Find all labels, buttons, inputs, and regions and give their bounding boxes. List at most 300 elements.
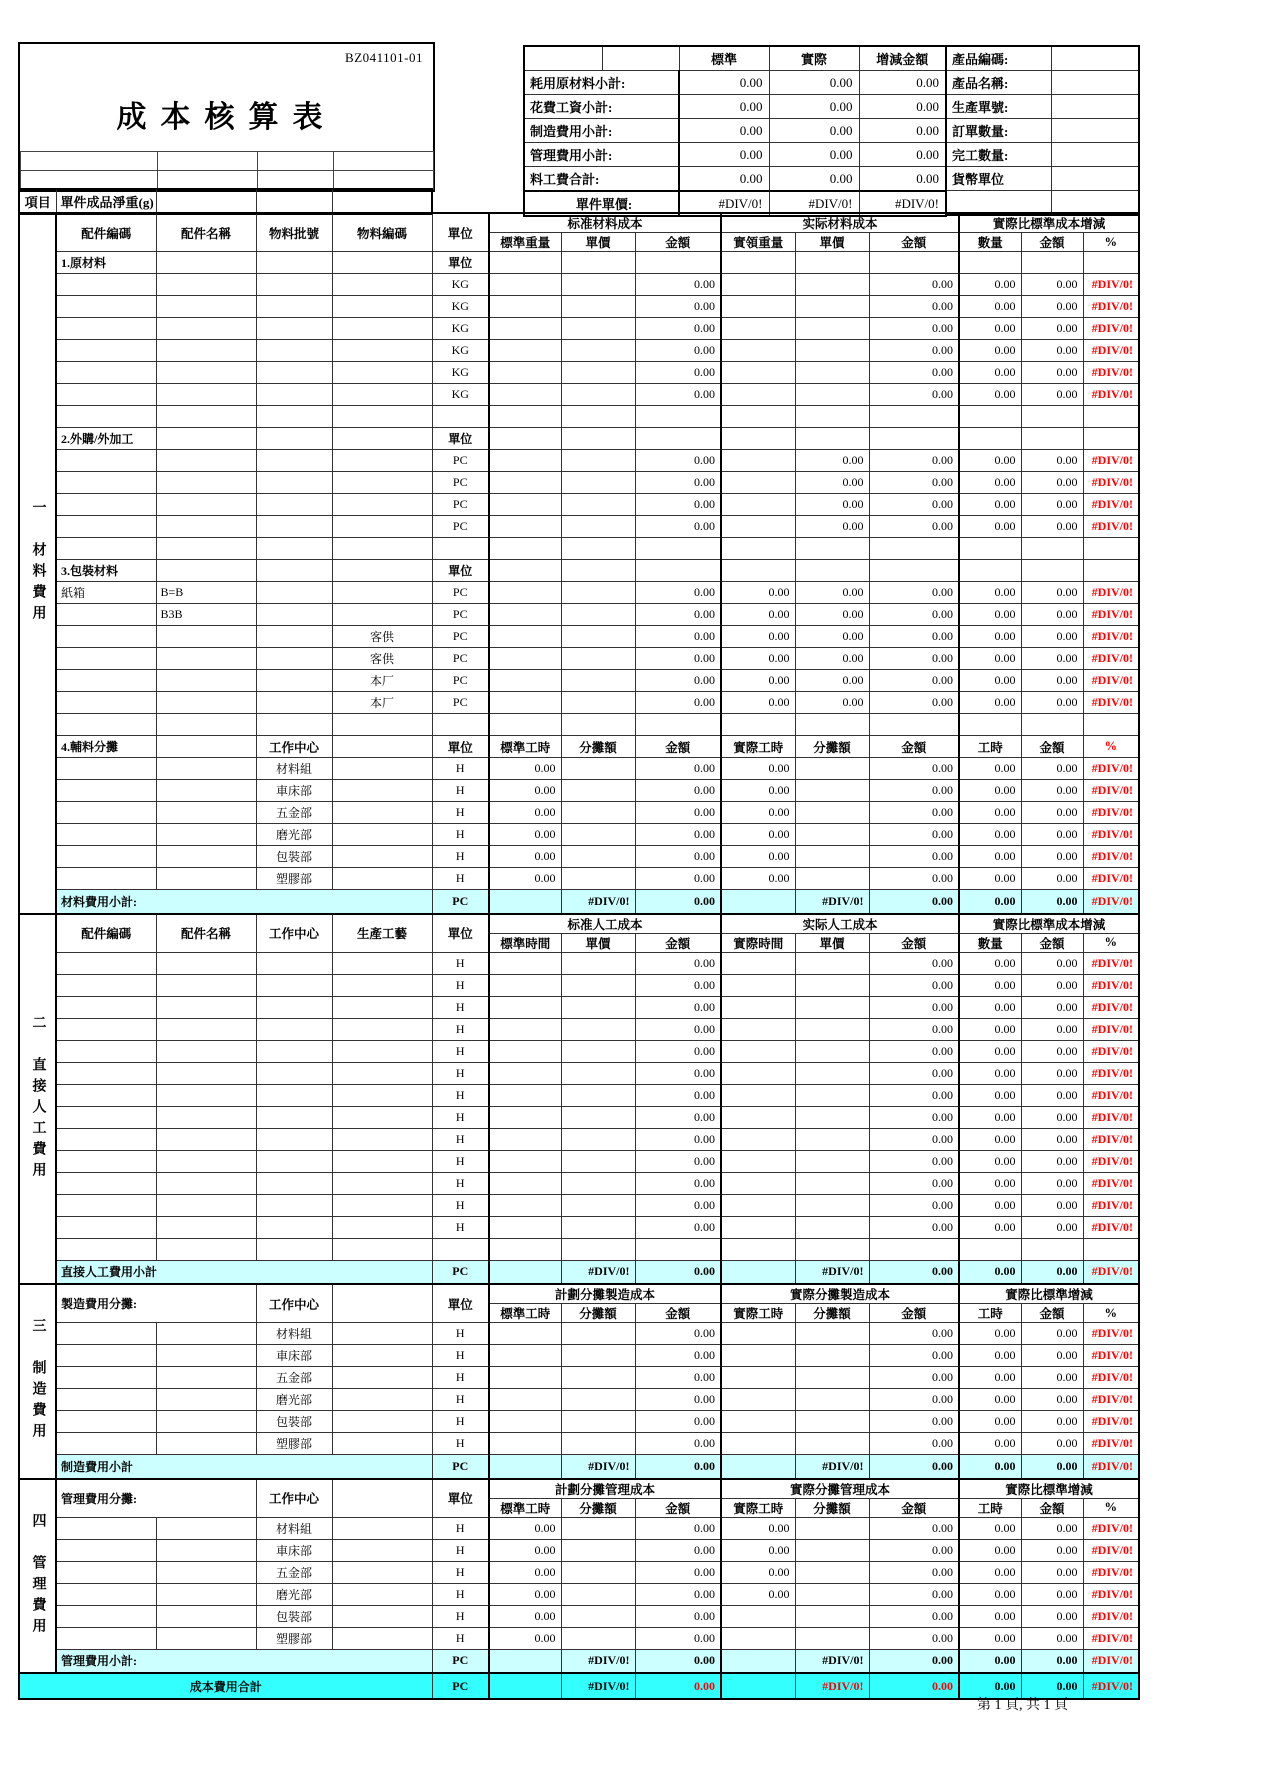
cell: [332, 450, 432, 472]
cell: 0.00: [869, 780, 959, 802]
doc-code: BZ041101-01: [345, 50, 423, 65]
cell: [256, 996, 332, 1018]
cell: [489, 670, 561, 692]
column-header-cell: 單價: [561, 233, 635, 252]
cell: [721, 1649, 795, 1673]
column-header-cell: 金額: [1021, 233, 1083, 252]
column-header-cell: %: [1083, 933, 1139, 952]
cell: H: [432, 1433, 489, 1455]
cell: 0.00: [635, 890, 721, 914]
cell: 0.00: [959, 758, 1021, 780]
cell: [56, 384, 156, 406]
cell: 0.00: [635, 362, 721, 384]
cell: 0.00: [721, 670, 795, 692]
cell: [256, 1128, 332, 1150]
cell: [156, 714, 256, 736]
cell: [721, 974, 795, 996]
column-header-cell: 生產工藝: [332, 914, 432, 953]
summary-value: 0.00: [679, 167, 769, 192]
cell: [56, 1517, 156, 1539]
cell: [489, 714, 561, 736]
column-header-cell: 工時: [959, 736, 1021, 758]
cell: [56, 846, 156, 868]
column-header-cell: 物料編碼: [332, 213, 432, 252]
cell: 0.00: [869, 1128, 959, 1150]
cell: [721, 516, 795, 538]
cell: [795, 384, 869, 406]
cell: 0.00: [869, 1539, 959, 1561]
cell: [1083, 428, 1139, 450]
cell: [256, 1062, 332, 1084]
cell: [332, 714, 432, 736]
cell: [721, 1605, 795, 1627]
cell: [561, 384, 635, 406]
cell: [332, 318, 432, 340]
cell: [332, 1040, 432, 1062]
cell: [332, 1150, 432, 1172]
cell: [256, 406, 332, 428]
cell: [489, 1194, 561, 1216]
cell: [561, 780, 635, 802]
cell: [489, 1128, 561, 1150]
cell: [156, 1539, 256, 1561]
cell: #DIV/0!: [1083, 890, 1139, 914]
column-header-cell: 配件名稱: [156, 914, 256, 953]
cell: [56, 758, 156, 780]
cell: 0.00: [1021, 1106, 1083, 1128]
cell: 0.00: [869, 670, 959, 692]
column-header-cell: 標準時間: [489, 933, 561, 952]
cell: 0.00: [1021, 1128, 1083, 1150]
cell: [561, 1128, 635, 1150]
cell: [795, 296, 869, 318]
cell: 0.00: [795, 692, 869, 714]
cell: [156, 952, 256, 974]
cell: [332, 362, 432, 384]
cell: [156, 274, 256, 296]
column-header-cell: 工作中心: [256, 1479, 332, 1518]
cell: [561, 318, 635, 340]
cell: 0.00: [869, 1367, 959, 1389]
cell: [489, 274, 561, 296]
cell: [795, 428, 869, 450]
cell: [56, 494, 156, 516]
cell: [56, 1367, 156, 1389]
cell: PC: [432, 516, 489, 538]
cell: [256, 189, 332, 214]
cell: [721, 996, 795, 1018]
cell: [561, 604, 635, 626]
cell: PC: [432, 626, 489, 648]
cell: [332, 1216, 432, 1238]
cell: [489, 1018, 561, 1040]
column-header-cell: 實際工時: [721, 1304, 795, 1323]
cell: [1021, 560, 1083, 582]
cell: 0.00: [959, 1561, 1021, 1583]
cell: [332, 1345, 432, 1367]
cell: 0.00: [869, 1150, 959, 1172]
column-header-cell: 數量: [959, 933, 1021, 952]
column-header-cell: 配件編碼: [56, 914, 156, 953]
cell: 0.00: [959, 1649, 1021, 1673]
cell: [256, 952, 332, 974]
cell: 0.00: [869, 1216, 959, 1238]
cell: [561, 824, 635, 846]
cell: 0.00: [489, 802, 561, 824]
column-header-cell: 工作中心: [256, 914, 332, 953]
cell: [561, 252, 635, 274]
cell: [721, 1040, 795, 1062]
cell: [795, 1238, 869, 1260]
cell: [332, 1411, 432, 1433]
cell: H: [432, 1216, 489, 1238]
cell: [256, 1194, 332, 1216]
cell: [721, 450, 795, 472]
cell: 0.00: [869, 1455, 959, 1479]
cell: [56, 1605, 156, 1627]
cell: [332, 1433, 432, 1455]
cell: [561, 1150, 635, 1172]
cell: #DIV/0!: [795, 1649, 869, 1673]
cell: [489, 472, 561, 494]
section-strip-label: 四 管理費用: [19, 1479, 56, 1674]
cell: #DIV/0!: [1083, 996, 1139, 1018]
cell: [721, 1389, 795, 1411]
cell: [56, 996, 156, 1018]
cell: 0.00: [1021, 1345, 1083, 1367]
cell: [432, 538, 489, 560]
cell: [721, 1128, 795, 1150]
column-header-cell: 分攤額: [795, 736, 869, 758]
cell: #DIV/0!: [1083, 450, 1139, 472]
cell: H: [432, 1367, 489, 1389]
cell: 0.00: [959, 890, 1021, 914]
summary-value: 0.00: [859, 71, 946, 95]
cell: 0.00: [959, 384, 1021, 406]
cell: 0.00: [869, 340, 959, 362]
cell: #DIV/0!: [1083, 1517, 1139, 1539]
cell: [256, 1018, 332, 1040]
subtotal-label: 直接人工費用小計: [56, 1260, 432, 1284]
column-header-cell: 金額: [1021, 933, 1083, 952]
cell: [561, 1411, 635, 1433]
cell: 0.00: [869, 1411, 959, 1433]
cell: [56, 296, 156, 318]
cell: 0.00: [635, 1389, 721, 1411]
cell: [332, 1389, 432, 1411]
cell: [721, 252, 795, 274]
summary-value: 0.00: [679, 143, 769, 167]
cell: [56, 1539, 156, 1561]
cell: PC: [432, 1260, 489, 1284]
cell: H: [432, 1627, 489, 1649]
cell: 0.00: [795, 582, 869, 604]
cell: 紙箱: [56, 582, 156, 604]
cell: KG: [432, 274, 489, 296]
cell: 0.00: [1021, 1150, 1083, 1172]
cell: #DIV/0!: [1083, 582, 1139, 604]
cell: [332, 560, 432, 582]
cell: #DIV/0!: [1083, 1216, 1139, 1238]
cell: [561, 1517, 635, 1539]
cell: [332, 296, 432, 318]
cell: 0.00: [869, 1649, 959, 1673]
cell: [256, 472, 332, 494]
cell: [489, 1238, 561, 1260]
cell: KG: [432, 318, 489, 340]
cell: [332, 1238, 432, 1260]
cell: [561, 1605, 635, 1627]
cell: [256, 296, 332, 318]
cell: #DIV/0!: [1083, 472, 1139, 494]
cell: [156, 802, 256, 824]
column-header-cell: 單價: [795, 233, 869, 252]
cell: [156, 362, 256, 384]
cell: 0.00: [869, 1062, 959, 1084]
cell: #DIV/0!: [1083, 802, 1139, 824]
cell: 0.00: [869, 1673, 959, 1699]
cell: 0.00: [1021, 952, 1083, 974]
cell: 0.00: [721, 648, 795, 670]
unit-price-label: 單件單價:: [524, 191, 679, 216]
cell: 0.00: [1021, 1172, 1083, 1194]
cell: [156, 1150, 256, 1172]
cell: [156, 670, 256, 692]
cell: [156, 1561, 256, 1583]
unit-price-value: #DIV/0!: [859, 191, 946, 216]
cell: 0.00: [1021, 780, 1083, 802]
cell: #DIV/0!: [1083, 780, 1139, 802]
summary-value: 0.00: [679, 71, 769, 95]
cell: 0.00: [1021, 1084, 1083, 1106]
cell: [561, 472, 635, 494]
cell: [156, 1345, 256, 1367]
cell: 0.00: [959, 1084, 1021, 1106]
cell: H: [432, 974, 489, 996]
cell: [332, 802, 432, 824]
cell: [156, 1062, 256, 1084]
cell: [561, 560, 635, 582]
cell: [332, 384, 432, 406]
cell: H: [432, 1539, 489, 1561]
cell: [432, 1238, 489, 1260]
cell: [56, 1561, 156, 1583]
cell: H: [432, 1018, 489, 1040]
cell: [489, 384, 561, 406]
cell: [332, 582, 432, 604]
cell: 0.00: [635, 516, 721, 538]
cell: [561, 648, 635, 670]
cell: [332, 516, 432, 538]
cell: [489, 582, 561, 604]
summary-row-label: 料工費合計:: [524, 167, 679, 192]
cell: [489, 318, 561, 340]
cell: 0.00: [635, 1411, 721, 1433]
cell: [21, 152, 158, 171]
cell: [56, 692, 156, 714]
cell: 0.00: [959, 1216, 1021, 1238]
cell: [332, 1128, 432, 1150]
cell: [332, 996, 432, 1018]
cell: H: [432, 996, 489, 1018]
cell: 0.00: [1021, 274, 1083, 296]
cell: 0.00: [959, 1150, 1021, 1172]
cell: [156, 1411, 256, 1433]
column-header-cell: 金額: [869, 933, 959, 952]
cell: [795, 1040, 869, 1062]
cell: #DIV/0!: [1083, 340, 1139, 362]
cell: [332, 1106, 432, 1128]
cell: [561, 494, 635, 516]
cell: [869, 560, 959, 582]
cell: [795, 824, 869, 846]
column-header-cell: 金額: [635, 1304, 721, 1323]
cell: 0.00: [1021, 384, 1083, 406]
cell: [332, 428, 432, 450]
column-header-cell: [332, 1284, 432, 1323]
product-info-value: [1051, 71, 1139, 95]
cell: #DIV/0!: [1083, 758, 1139, 780]
cell: 0.00: [635, 824, 721, 846]
summary-col-header: 增減金額: [859, 46, 946, 71]
cell: #DIV/0!: [561, 1673, 635, 1699]
cell: 0.00: [1021, 362, 1083, 384]
cell: [258, 152, 334, 171]
cell: 0.00: [869, 472, 959, 494]
column-header-cell: 數量: [959, 233, 1021, 252]
cell: [561, 1433, 635, 1455]
cell: 0.00: [635, 692, 721, 714]
cell: PC: [432, 472, 489, 494]
cell: 0.00: [959, 1455, 1021, 1479]
cell: [959, 428, 1021, 450]
cell: [795, 1062, 869, 1084]
cell: 包裝部: [256, 1605, 332, 1627]
cell: 0.00: [1021, 1260, 1083, 1284]
cell: H: [432, 758, 489, 780]
page-title: 成本核算表: [116, 101, 337, 134]
column-header-cell: 金額: [635, 736, 721, 758]
cell: [156, 1238, 256, 1260]
summary-row-label: 制造費用小計:: [524, 119, 679, 143]
cell: [156, 494, 256, 516]
cell: 0.00: [1021, 1216, 1083, 1238]
cell: PC: [432, 890, 489, 914]
column-header-cell: 實際時間: [721, 933, 795, 952]
cell: [1021, 714, 1083, 736]
cell: [56, 1627, 156, 1649]
cell: 客供: [332, 648, 432, 670]
cell: [869, 1238, 959, 1260]
cell: 0.00: [489, 758, 561, 780]
cell: [635, 252, 721, 274]
cell: [156, 472, 256, 494]
cell: [489, 494, 561, 516]
cell: [489, 1389, 561, 1411]
cell: [795, 846, 869, 868]
cell: [489, 560, 561, 582]
cell: [156, 1583, 256, 1605]
cell: [489, 1106, 561, 1128]
cell: 0.00: [1021, 1561, 1083, 1583]
cell: [795, 1323, 869, 1345]
cell: #DIV/0!: [1083, 648, 1139, 670]
cell: [489, 296, 561, 318]
cell: [721, 890, 795, 914]
cell: 0.00: [635, 952, 721, 974]
cell: H: [432, 1084, 489, 1106]
summary-value: 0.00: [769, 95, 859, 119]
product-info-value: [1051, 119, 1139, 143]
cell: [489, 1411, 561, 1433]
cell: H: [432, 846, 489, 868]
cell: #DIV/0!: [1083, 1455, 1139, 1479]
cell: [721, 494, 795, 516]
cell: 車床部: [256, 1345, 332, 1367]
cell: [489, 1172, 561, 1194]
cell: 0.00: [869, 1172, 959, 1194]
cell: [489, 1323, 561, 1345]
cell: 0.00: [1021, 582, 1083, 604]
group-header-cell: 實際比標準成本增減: [959, 213, 1139, 233]
grand-total-label: 成本費用合計: [19, 1673, 432, 1699]
cell: [56, 1172, 156, 1194]
cell: [256, 362, 332, 384]
cell: 0.00: [1021, 1539, 1083, 1561]
column-header-cell: 金額: [869, 736, 959, 758]
cell: 0.00: [635, 384, 721, 406]
group-header-cell: 實際比標準成本增減: [959, 914, 1139, 934]
group-header-cell: 标准人工成本: [489, 914, 721, 934]
cell: H: [432, 1128, 489, 1150]
cell: [332, 406, 432, 428]
cell: [795, 758, 869, 780]
cell: [795, 1194, 869, 1216]
cell: #DIV/0!: [1083, 952, 1139, 974]
subtotal-label: 材料費用小計:: [56, 890, 432, 914]
cell: 0.00: [959, 582, 1021, 604]
cell: H: [432, 1172, 489, 1194]
summary-value: 0.00: [859, 143, 946, 167]
cell: [795, 1389, 869, 1411]
summary-value: 0.00: [769, 167, 859, 192]
cell: [721, 1260, 795, 1284]
cell: [156, 1018, 256, 1040]
cell: [489, 1150, 561, 1172]
cell: [561, 868, 635, 890]
cell: [721, 1323, 795, 1345]
cell: 0.00: [635, 780, 721, 802]
cell: 0.00: [959, 1389, 1021, 1411]
column-header-cell: 金額: [1021, 1498, 1083, 1517]
cell: [721, 952, 795, 974]
cell: [156, 252, 256, 274]
cell: 0.00: [1021, 1062, 1083, 1084]
cell: 0.00: [1021, 974, 1083, 996]
cell: #DIV/0!: [1083, 1084, 1139, 1106]
cell: [256, 1172, 332, 1194]
cell: [56, 1216, 156, 1238]
cell: 0.00: [1021, 868, 1083, 890]
cell: [795, 1172, 869, 1194]
cell: 0.00: [869, 384, 959, 406]
cell: 0.00: [959, 670, 1021, 692]
cell: [156, 428, 256, 450]
cell: 0.00: [1021, 648, 1083, 670]
cell: 0.00: [869, 846, 959, 868]
cell: 0.00: [489, 868, 561, 890]
cell: 0.00: [489, 1583, 561, 1605]
